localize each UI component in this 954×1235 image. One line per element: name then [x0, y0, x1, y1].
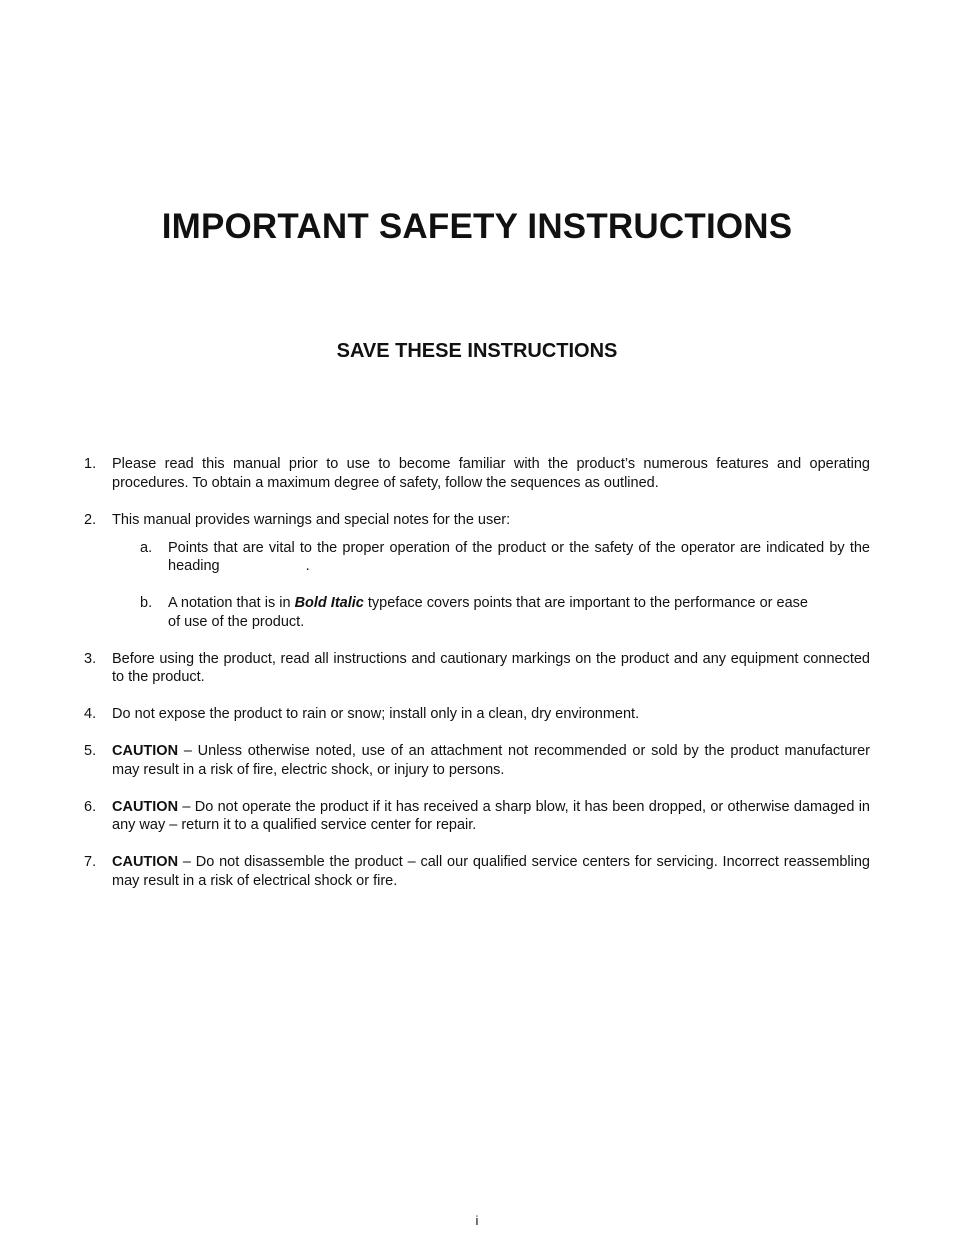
page-title: IMPORTANT SAFETY INSTRUCTIONS: [161, 207, 793, 246]
list-item: [84, 798, 870, 835]
bold-italic-emphasis: Bold Italic: [294, 595, 364, 611]
list-item: [84, 455, 870, 492]
item-text: [112, 742, 870, 779]
item-number: 6.: [84, 798, 97, 815]
item-body: [112, 511, 870, 632]
sub-item-text: [168, 594, 870, 631]
item-number: 2.: [84, 511, 97, 528]
caution-label: CAUTION: [112, 854, 179, 870]
sub-item-letter: a.: [140, 539, 153, 556]
item-number: 4.: [84, 706, 97, 722]
item-text: Please read this manual prior to use to become familiar with the product’s numerous features and operating procedures. To obtain a maximum degree of safety, follow the sequences as outlined.: [112, 456, 870, 491]
sub-item-text-after: typeface covers points that are important to the performance or ease of use of the product.: [168, 595, 808, 630]
page-number: i: [475, 1213, 479, 1228]
sub-item-text-before: Points that are vital to the proper operation of the product or the safety of the operator are indicated by the heading: [168, 539, 870, 574]
caution-label: CAUTION: [112, 798, 179, 815]
list-item: [84, 650, 870, 687]
sub-item-text: [168, 539, 870, 576]
sub-item-text-before: A notation that is in: [168, 595, 295, 611]
page-subtitle: SAVE THESE INSTRUCTIONS: [336, 340, 618, 362]
item-text: Before using the product, read all instructions and cautionary markings on the product and any equipment connected to the product.: [112, 650, 870, 685]
item-number: 7.: [84, 854, 97, 870]
caution-text: – Do not disassemble the product – call our qualified service centers for servicing. Incorrect reassembling may result in a risk of electrical shock or fire.: [112, 854, 870, 889]
item-text: [112, 853, 870, 890]
item-number: 1.: [84, 456, 97, 472]
caution-text: – Unless otherwise noted, use of an attachment not recommended or sold by the product manufacturer may result in a risk of fire, electric shock, or injury to persons.: [112, 743, 870, 778]
sub-item: [140, 539, 870, 576]
sub-item: [140, 594, 870, 631]
list-item: [84, 853, 870, 890]
item-number: 3.: [84, 650, 97, 667]
sub-item-letter: b.: [140, 595, 153, 611]
list-item: [84, 511, 870, 632]
item-text: [112, 798, 870, 835]
item-number: 5.: [84, 743, 97, 759]
caution-text: – Do not operate the product if it has received a sharp blow, it has been dropped, or otherwise damaged in any way – return it to a qualified service center for repair.: [112, 798, 870, 833]
list-item: [84, 705, 870, 724]
instruction-list: [84, 455, 870, 909]
sub-item-text-after: .: [305, 558, 310, 574]
item-text: Do not expose the product to rain or snow; install only in a clean, dry environment.: [112, 706, 640, 722]
caution-label: CAUTION: [112, 743, 179, 759]
item-text: This manual provides warnings and special notes for the user:: [112, 511, 511, 528]
list-item: [84, 742, 870, 779]
